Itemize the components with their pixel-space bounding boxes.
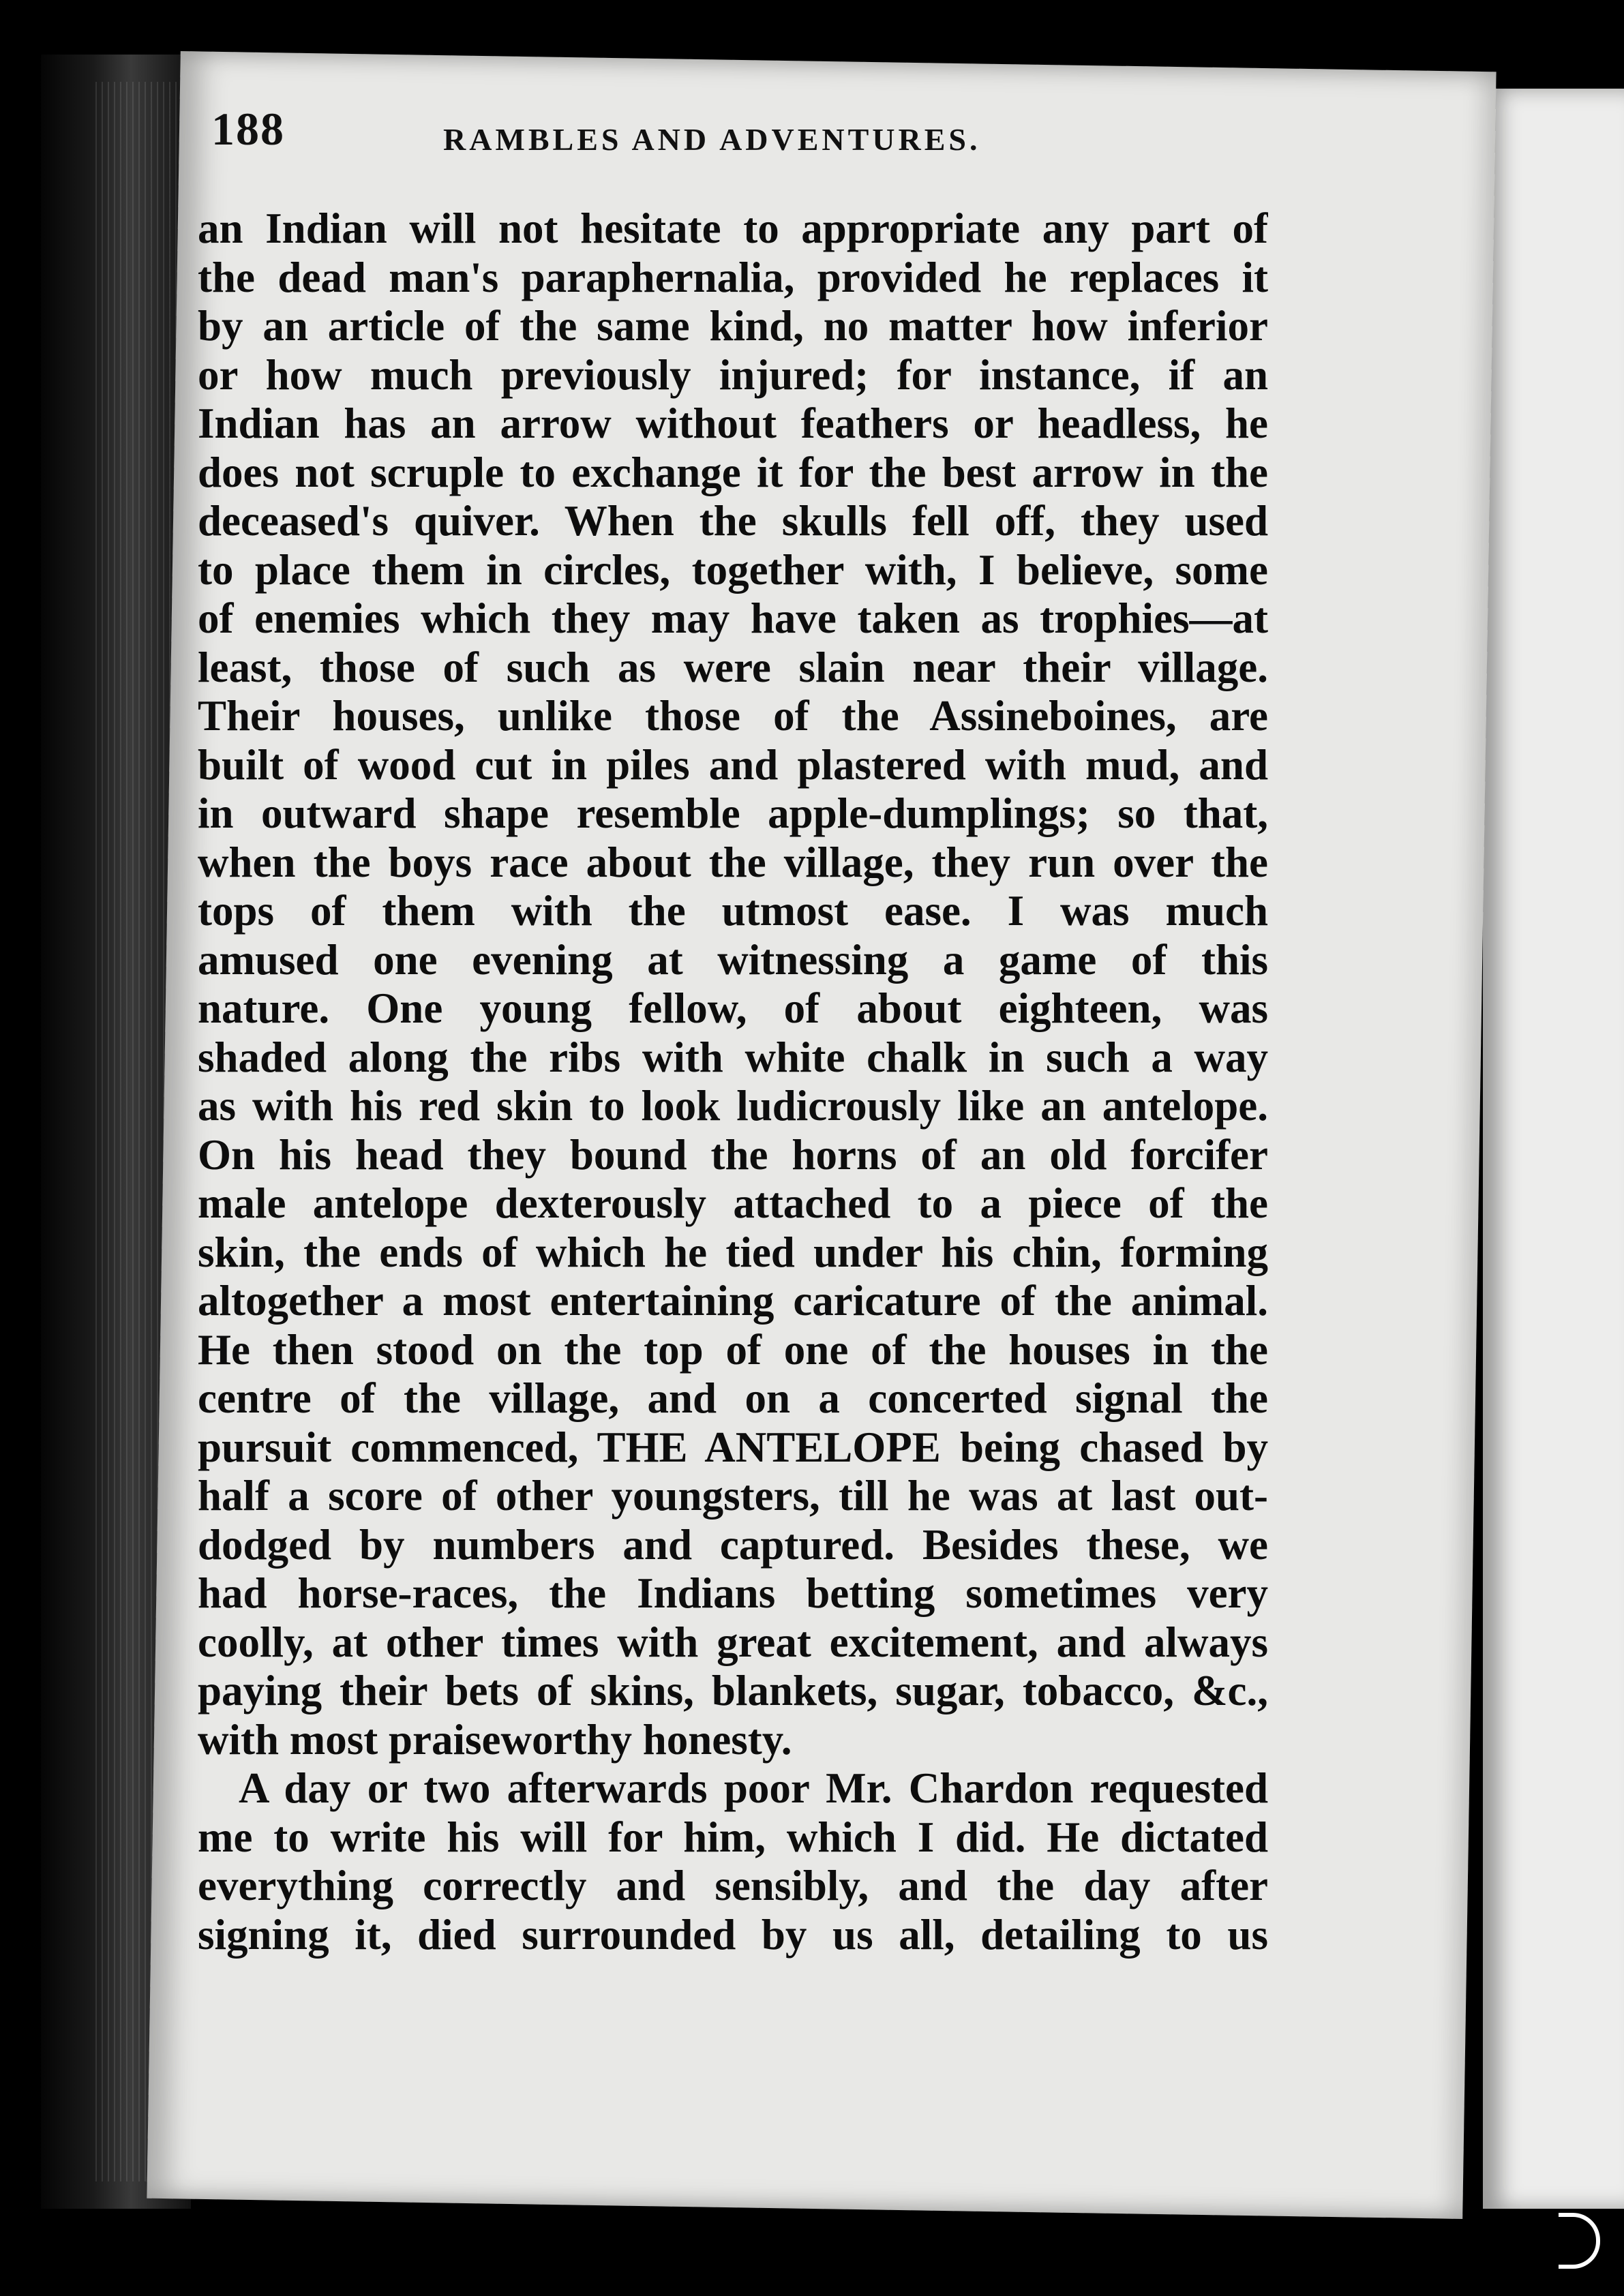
text-line: the dead man's paraphernalia, provided he replaces it xyxy=(198,253,1268,301)
text-line: signing it, died surrounded by us all, detailing to us xyxy=(198,1910,1268,1959)
body-text xyxy=(198,205,1268,1959)
text-line: least, those of such as were slain near their village. xyxy=(198,643,1268,691)
text-line: or how much previously injured; for instance, if an xyxy=(198,350,1268,399)
text-line: when the boys race about the village, they run over the xyxy=(198,838,1268,886)
running-head: RAMBLES AND ADVENTURES. xyxy=(443,122,981,157)
text-line: everything correctly and sensibly, and the day after xyxy=(198,1862,1268,1909)
text-line: me to write his will for him, which I did. He dictated xyxy=(198,1813,1268,1861)
text-line: coolly, at other times with great excitement, and always xyxy=(198,1618,1268,1666)
text-line: dodged by numbers and captured. Besides these, we xyxy=(198,1520,1268,1569)
text-line: paying their bets of skins, blankets, sugar, tobacco, &c., xyxy=(198,1667,1268,1715)
text-line: as with his red skin to look ludicrously like an antelope. xyxy=(198,1082,1268,1130)
text-line: with most praiseworthy honesty. xyxy=(198,1715,792,1764)
text-line: half a score of other youngsters, till he was at last out- xyxy=(198,1472,1268,1520)
text-line: shaded along the ribs with white chalk in such a way xyxy=(198,1033,1268,1081)
text-line: He then stood on the top of one of the houses in the xyxy=(198,1325,1268,1374)
text-line: amused one evening at witnessing a game of this xyxy=(198,935,1268,984)
text-line: nature. One young fellow, of about eighteen, was xyxy=(198,984,1268,1032)
facing-page xyxy=(1483,89,1624,2209)
text-line: skin, the ends of which he tied under his chin, forming xyxy=(198,1228,1268,1276)
text-line: pursuit commenced, THE ANTELOPE being chased by xyxy=(198,1423,1268,1471)
bracket-mark xyxy=(1559,2213,1600,2269)
text-line: male antelope dexterously attached to a piece of the xyxy=(198,1179,1268,1227)
text-line: of enemies which they may have taken as trophies—at xyxy=(198,594,1268,642)
text-line: centre of the village, and on a concerted signal the xyxy=(198,1374,1268,1422)
page-number: 188 xyxy=(211,103,285,155)
text-line: had horse-races, the Indians betting sometimes very xyxy=(198,1569,1268,1617)
page-header xyxy=(211,102,1234,177)
text-line: deceased's quiver. When the skulls fell off, they used xyxy=(198,497,1268,545)
text-line: in outward shape resemble apple-dumplings; so that, xyxy=(198,789,1268,837)
text-line: tops of them with the utmost ease. I was much xyxy=(198,887,1268,935)
text-line: to place them in circles, together with, I believe, some xyxy=(198,545,1268,594)
text-line: Their houses, unlike those of the Assineboines, are xyxy=(198,692,1268,740)
text-line: On his head they bound the horns of an old forcifer xyxy=(198,1130,1268,1179)
text-line: does not scruple to exchange it for the best arrow in the xyxy=(198,448,1268,496)
text-line: built of wood cut in piles and plastered with mud, and xyxy=(198,740,1268,789)
text-line: Indian has an arrow without feathers or headless, he xyxy=(198,399,1268,447)
text-line: altogether a most entertaining caricature of the animal. xyxy=(198,1277,1268,1325)
text-line: an Indian will not hesitate to appropriate any part of xyxy=(198,205,1268,252)
text-line: by an article of the same kind, no matter how inferior xyxy=(198,302,1268,350)
text-line: A day or two afterwards poor Mr. Chardon requested xyxy=(239,1764,1268,1812)
